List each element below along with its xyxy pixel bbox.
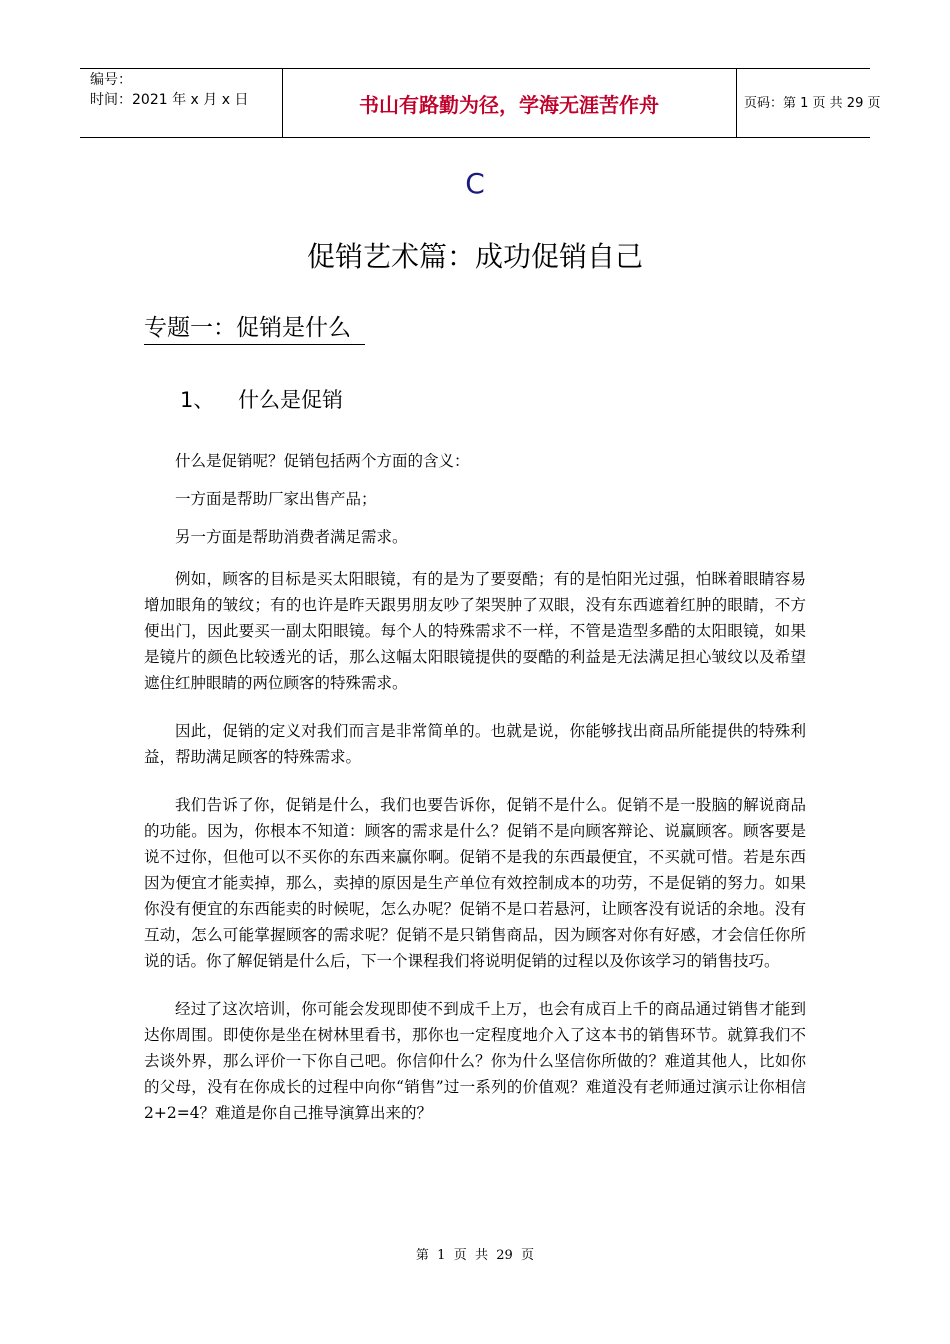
page-title: 促销艺术篇：成功促销自己 bbox=[306, 240, 643, 273]
section-number: 1、 bbox=[180, 388, 215, 412]
section-heading bbox=[180, 384, 343, 416]
body-text bbox=[144, 448, 806, 1148]
body-line: 另一方面是帮助消费者满足需求。 bbox=[175, 528, 408, 546]
chapter-letter: C bbox=[465, 167, 485, 200]
page-header bbox=[80, 68, 881, 138]
body-line: 什么是促销呢？促销包括两个方面的含义： bbox=[175, 452, 470, 470]
section-title: 什么是促销 bbox=[238, 388, 343, 412]
topic-heading: 专题一：促销是什么 bbox=[144, 312, 365, 345]
paragraph: 例如，顾客的目标是买太阳眼镜，有的是为了要耍酷；有的是怕阳光过强，怕眯着眼睛容易增加眼角的皱纹；有的也许是昨天跟男朋友吵了架哭肿了双眼，没有东西遮着红肿的眼睛，不方便出门，因此要买一副太阳眼镜。每个人的特殊需求不一样，不管是造型多酷的太阳眼镜，如果是镜片的颜色比较透光的话，那么这幅太阳眼镜提供的耍酷的利益是无法满足担心皱纹以及希望遮住红肿眼睛的两位顾客的特殊需求。 bbox=[144, 570, 806, 692]
motto: 书山有路勤为径，学海无涯苦作舟 bbox=[359, 93, 659, 117]
body-line: 一方面是帮助厂家出售产品； bbox=[175, 490, 377, 508]
paragraph: 因此，促销的定义对我们而言是非常简单的。也就是说，你能够找出商品所能提供的特殊利益，帮助满足顾客的特殊需求。 bbox=[144, 722, 806, 766]
paragraph: 我们告诉了你，促销是什么，我们也要告诉你，促销不是什么。促销不是一股脑的解说商品的功能。因为，你根本不知道：顾客的需求是什么？促销不是向顾客辩论、说赢顾客。顾客要是说不过你，但他可以不买你的东西来赢你啊。促销不是我的东西最便宜，不买就可惜。若是东西因为便宜才能卖掉，那么，卖掉的原因是生产单位有效控制成本的功劳，不是促销的努力。如果你没有便宜的东西能卖的时候呢，怎么办呢？促销不是口若悬河，让顾客没有说话的余地。没有互动，怎么可能掌握顾客的需求呢？促销不是只销售商品，因为顾客对你有好感，才会信任你所说的话。你了解促销是什么后，下一个课程我们将说明促销的过程以及你该学习的销售技巧。 bbox=[144, 796, 806, 970]
date-label: 时间：2021 年 x 月 x 日 bbox=[90, 92, 249, 108]
header-page-cell bbox=[736, 69, 881, 137]
paragraph: 经过了这次培训，你可能会发现即使不到成千上万，也会有成百上千的商品通过销售才能到达你周围。即使你是坐在树林里看书，那你也一定程度地介入了这本书的销售环节。就算我们不去谈外界，那么评价一下你自己吧。你信仰什么？你为什么坚信你所做的？难道其他人，比如你的父母，没有在你成长的过程中向你“销售”过一系列的价值观？难道没有老师通过演示让你相信 2+2=4？难道是你自己推导演算出来的？ bbox=[144, 1000, 806, 1122]
header-meta-cell bbox=[80, 69, 283, 137]
page-info: 页码：第 1 页 共 29 页 bbox=[744, 96, 881, 111]
number-label: 编号： bbox=[90, 72, 132, 88]
page-footer: 第 1 页 共 29 页 bbox=[415, 1248, 535, 1263]
header-motto-cell bbox=[282, 69, 737, 137]
